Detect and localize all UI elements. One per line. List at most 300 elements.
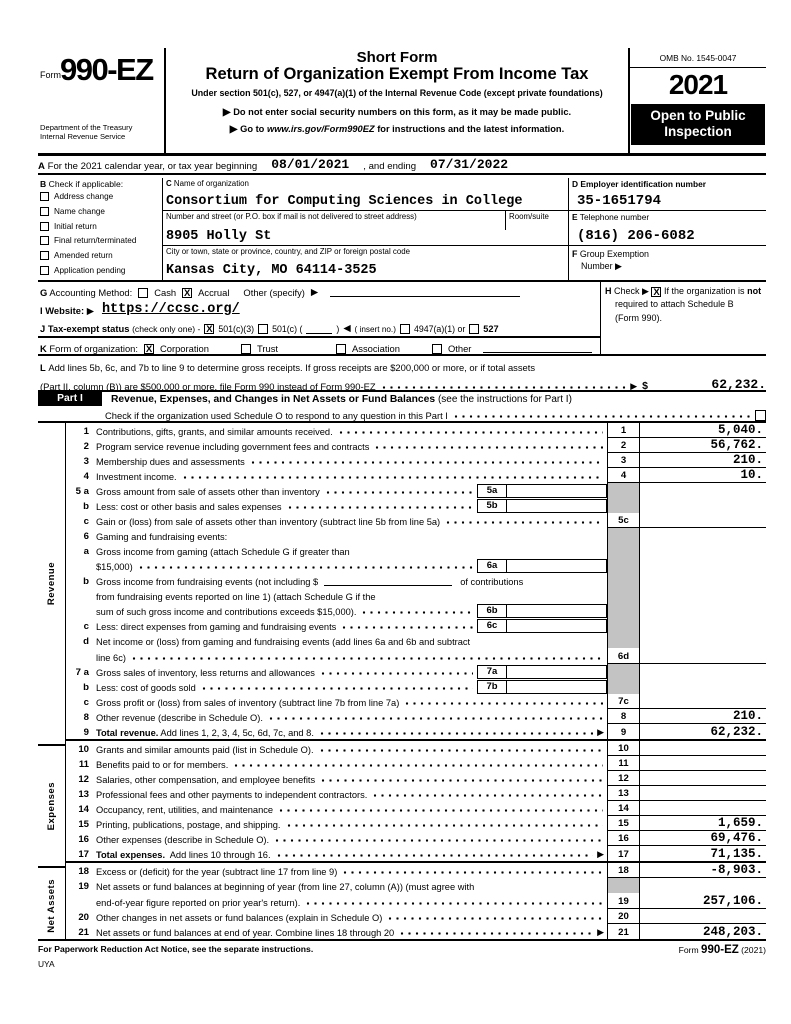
department-lines <box>40 124 132 141</box>
footer-year: (2021) <box>741 945 766 955</box>
h-check-word: Check <box>614 285 640 296</box>
line-text: Contributions, gifts, grants, and similar amounts received. <box>96 426 333 437</box>
ein-field[interactable]: 35-1651794 <box>577 192 662 209</box>
line-text: Printing, publications, postage, and shipping. <box>96 820 281 831</box>
line-5c-value[interactable] <box>640 513 766 528</box>
line-5b-input[interactable] <box>507 499 607 513</box>
other-org-input[interactable] <box>483 342 592 353</box>
dot-leader <box>382 385 627 390</box>
city-label: City or town, state or province, country, and ZIP or foreign postal code <box>166 246 411 256</box>
dot-leader <box>321 778 603 783</box>
shaded-cell <box>607 498 640 513</box>
right-arrow-icon: ▶ <box>642 285 649 296</box>
section-letter-e: E <box>572 211 578 222</box>
dot-leader <box>320 731 593 736</box>
section-letter-b: B <box>40 178 47 189</box>
dot-leader <box>321 671 473 676</box>
line-text: end-of-year figure reported on prior year's return). <box>96 897 301 908</box>
tax-exempt-status-row <box>38 319 600 338</box>
contributions-amount-input[interactable] <box>324 575 452 586</box>
form-line-7b <box>66 679 766 694</box>
section-letter-k: K <box>40 342 47 354</box>
footer-form-number: 990-EZ <box>701 944 739 956</box>
line-text: Less: cost of goods sold <box>96 682 196 693</box>
empty-cell <box>640 679 766 694</box>
form-line-6a <box>66 558 766 573</box>
form-line-6d-text <box>66 633 766 648</box>
line-number: 16 <box>78 834 89 846</box>
line-number: c <box>83 515 89 527</box>
other-specify-label: Other (specify) <box>243 286 305 298</box>
line-9-value[interactable]: 62,232. <box>710 724 763 739</box>
line-number: 15 <box>78 819 89 831</box>
line-text: Investment income. <box>96 471 177 482</box>
part1-title-text: Revenue, Expenses, and Changes in Net Assets or Fund Balances <box>111 393 436 405</box>
line-ref: 1 <box>607 423 640 438</box>
line-3-value[interactable]: 210. <box>640 453 766 468</box>
line-19-value[interactable]: 257,106. <box>640 893 766 908</box>
accounting-method-row <box>38 282 600 300</box>
dot-leader <box>306 901 603 906</box>
schedule-o-checkbox[interactable] <box>755 410 766 421</box>
part1-tag: Part I <box>38 392 102 406</box>
section-letter-i: I <box>40 304 43 316</box>
side-labels <box>38 423 65 939</box>
line-text: Add lines 1, 2, 3, 4, 5c, 6d, 7c, and 8. <box>160 727 314 738</box>
shaded-cell <box>607 878 640 893</box>
option-amended-return[interactable] <box>40 248 162 263</box>
form-line-4 <box>66 468 766 483</box>
application-pending-label: Application pending <box>54 265 126 275</box>
line-6d-value[interactable] <box>640 648 766 663</box>
line-text: Excess or (deficit) for the year (subtract line 17 from line 9) <box>96 867 338 878</box>
line-ref: 3 <box>607 453 640 468</box>
street-field[interactable]: 8905 Holly St <box>166 228 272 244</box>
line-text: Salaries, other compensation, and employee benefits <box>96 775 316 785</box>
form-line-21 <box>66 924 766 939</box>
section-letter-f: F <box>572 248 578 259</box>
line-text: Occupancy, rent, utilities, and maintenance <box>96 805 274 816</box>
dot-leader <box>343 870 603 875</box>
bullet-2-go: Go to <box>240 124 265 134</box>
option-final-return[interactable] <box>40 234 162 249</box>
phone-field[interactable]: (816) 206-6082 <box>577 227 695 244</box>
line-text: Other revenue (describe in Schedule O). <box>96 712 263 723</box>
form-of-organization-row <box>38 338 600 356</box>
city-field[interactable]: Kansas City, MO 64114-3525 <box>166 262 377 278</box>
dot-leader <box>202 686 473 691</box>
line-text: Less: cost or other basis and sales expenses <box>96 501 282 512</box>
empty-cell <box>640 878 766 893</box>
line-6a-input[interactable] <box>507 559 607 573</box>
right-arrow-icon: ▶ <box>597 926 604 937</box>
line-text: line 6c) <box>96 652 126 663</box>
dot-leader <box>132 656 603 661</box>
insert-no-note: ( insert no.) <box>354 324 396 334</box>
option-application-pending[interactable] <box>40 263 162 278</box>
line-text: Professional fees and other payments to independent contractors. <box>96 790 368 801</box>
header-bullet-1 <box>166 107 628 118</box>
name-change-checkbox[interactable] <box>40 207 49 216</box>
other-org-checkbox[interactable] <box>432 344 442 354</box>
line-text: Gross income from gaming (attach Schedule G if greater than <box>96 547 350 558</box>
line-6c-input[interactable] <box>507 619 607 633</box>
check-if-applicable-box <box>38 178 163 280</box>
dept-line-2: Internal Revenue Service <box>40 131 126 141</box>
form-line-18 <box>66 863 766 878</box>
form-line-10 <box>66 741 766 756</box>
line-ref: 2 <box>607 438 640 453</box>
corporation-checkbox[interactable]: X <box>145 343 153 355</box>
dollar-sign: $ <box>642 379 648 392</box>
line-text: Membership dues and assessments <box>96 456 245 467</box>
dot-leader <box>362 610 473 615</box>
line-number: 4 <box>83 470 89 482</box>
shaded-cell <box>607 679 640 694</box>
form-title-block <box>166 48 628 153</box>
line-7b-input[interactable] <box>507 680 607 694</box>
line-20-value[interactable] <box>640 909 766 924</box>
empty-cell <box>640 573 766 588</box>
website-row <box>38 300 600 319</box>
open-public-line2: Inspection <box>664 124 732 139</box>
line-ref: 12 <box>607 771 640 786</box>
title-subtitle: Under section 501(c), 527, or 4947(a)(1) of the Internal Revenue Code (except private foundations) <box>191 88 603 98</box>
line-2-value[interactable]: 56,762. <box>640 438 766 453</box>
line-15-value[interactable]: 1,659. <box>640 816 766 831</box>
line-text-bold: Total revenue. <box>96 727 159 738</box>
form-line-6a-text <box>66 543 766 558</box>
line-ref: 7b <box>477 680 507 694</box>
line-text: Add lines 10 through 16. <box>169 850 271 861</box>
4947a1-checkbox[interactable] <box>400 324 410 334</box>
gross-receipts-line <box>38 356 766 392</box>
form-line-15 <box>66 816 766 831</box>
final-return-checkbox[interactable] <box>40 236 49 245</box>
empty-cell <box>640 664 766 679</box>
ein-label: Employer identification number <box>580 178 707 189</box>
h-text-1: If the organization is <box>664 285 745 296</box>
ein-phone-box <box>568 178 766 280</box>
line-number: 13 <box>78 789 89 801</box>
option-name-change[interactable] <box>40 204 162 219</box>
dot-leader <box>388 916 603 921</box>
association-checkbox[interactable] <box>336 344 346 354</box>
tax-year-line <box>38 158 766 175</box>
shaded-cell <box>607 528 640 543</box>
line-text: Gross sales of inventory, less returns and allowances <box>96 667 315 678</box>
shaded-cell <box>607 664 640 679</box>
right-arrow-icon: ▶ <box>222 107 231 118</box>
cash-label: Cash <box>154 286 177 298</box>
line-text: Grants and similar amounts paid (list in Schedule O). <box>96 744 314 755</box>
line-17-value[interactable]: 71,135. <box>710 847 763 862</box>
dot-leader <box>234 763 603 768</box>
irs-url-link[interactable]: www.irs.gov/Form990EZ <box>266 124 375 134</box>
empty-cell <box>640 588 766 603</box>
tax-exempt-label: Tax-exempt status <box>47 322 130 334</box>
line-21-value[interactable]: 248,203. <box>702 924 763 939</box>
line-ref: 17 <box>607 846 640 861</box>
line-text-bold: Total expenses. <box>96 850 166 861</box>
schedule-o-text: Check if the organization used Schedule O to respond to any question in this Part I <box>105 409 448 421</box>
corporation-label: Corporation <box>159 342 209 354</box>
schedule-b-box <box>600 282 766 354</box>
line-14-value[interactable] <box>640 801 766 816</box>
line-ref: 5a <box>477 484 507 498</box>
527-checkbox[interactable] <box>469 324 479 334</box>
dot-leader <box>375 445 603 450</box>
part1-title <box>111 394 572 405</box>
tax-year-end-field[interactable]: 07/31/2022 <box>430 157 509 172</box>
line-number: b <box>83 500 89 512</box>
line-number: 20 <box>78 911 89 923</box>
application-pending-checkbox[interactable] <box>40 266 49 275</box>
section-letter-g: G <box>40 286 48 298</box>
right-arrow-icon: ▶ <box>310 285 319 297</box>
dot-leader <box>339 430 603 435</box>
form-line-9 <box>66 724 766 741</box>
line-text: Benefits paid to or for members. <box>96 759 229 770</box>
form-line-13 <box>66 786 766 801</box>
phone-label: Telephone number <box>579 211 650 222</box>
website-label: Website: <box>45 304 85 316</box>
line-ref: 9 <box>607 724 640 739</box>
dot-leader <box>454 414 751 419</box>
open-public-line1: Open to Public <box>650 108 746 123</box>
line-ref: 6c <box>477 619 507 633</box>
line-number: 5 a <box>75 485 89 497</box>
amended-return-label: Amended return <box>54 251 113 261</box>
line-text: Net assets or fund balances at end of year. Combine lines 18 through 20 <box>96 927 395 938</box>
line-text: Gaming and fundraising events: <box>96 532 228 542</box>
empty-cell <box>640 603 766 618</box>
form-line-6c <box>66 618 766 633</box>
form-footer-number <box>679 944 766 956</box>
line-8-value[interactable]: 210. <box>640 709 766 724</box>
527-label: 527 <box>483 323 499 334</box>
form-line-19 <box>66 893 766 908</box>
org-name-field[interactable]: Consortium for Computing Sciences in College <box>166 193 523 209</box>
section-letter-l: L <box>40 361 46 373</box>
line-l-text-1: Add lines 5b, 6c, and 7b to line 9 to determine gross receipts. If gross receipts are $200,000 or more, or if total assets <box>48 361 536 373</box>
section-letter-c: C <box>166 178 172 188</box>
line-text: $15,000) <box>96 562 133 573</box>
line-ref: 13 <box>607 786 640 801</box>
cash-checkbox[interactable] <box>138 288 148 298</box>
line-ref: 7a <box>477 665 507 679</box>
line-18-value[interactable]: -8,903. <box>640 863 766 878</box>
shaded-cell <box>607 558 640 573</box>
line-ref: 4 <box>607 468 640 483</box>
dot-leader <box>400 931 593 936</box>
line-7c-value[interactable] <box>640 694 766 709</box>
other-specify-input[interactable] <box>330 286 520 297</box>
line-number: 18 <box>78 866 89 878</box>
line-number: c <box>83 696 89 708</box>
line-1-value[interactable]: 5,040. <box>640 423 766 438</box>
form-line-11 <box>66 756 766 771</box>
shaded-cell <box>607 618 640 633</box>
shaded-cell <box>607 483 640 498</box>
section-letter-a: A <box>38 161 45 172</box>
dot-leader <box>342 625 473 630</box>
dot-leader <box>288 505 473 510</box>
bullet-2-rest: for instructions and the latest information. <box>377 124 565 134</box>
line-ref: 6a <box>477 559 507 573</box>
org-name-label: Name of organization <box>173 178 249 188</box>
initial-return-checkbox[interactable] <box>40 222 49 231</box>
section-letter-h: H <box>605 285 612 296</box>
form-word: Form <box>40 70 61 80</box>
h-text-2: required to attach Schedule B <box>615 299 734 309</box>
line-a-mid-text: , and ending <box>363 161 417 172</box>
identity-block <box>38 178 766 282</box>
header-bullet-2 <box>166 124 628 135</box>
tax-year-begin-field[interactable]: 08/01/2021 <box>271 157 350 172</box>
line-text: sum of such gross income and contributions exceeds $15,000). <box>96 607 357 618</box>
empty-cell <box>640 528 766 543</box>
schedule-b-checkbox[interactable]: X <box>653 286 660 298</box>
form-of-org-label: Form of organization: <box>49 342 138 354</box>
dot-leader <box>326 490 473 495</box>
line-a-text: For the 2021 calendar year, or tax year beginning <box>47 161 258 172</box>
line-text: Other changes in net assets or fund balances (explain in Schedule O) <box>96 912 383 923</box>
form-line-2 <box>66 438 766 453</box>
other-org-label: Other <box>447 342 472 354</box>
line-text: from fundraising events reported on line 1) (attach Schedule G if the <box>96 592 376 603</box>
part1-header <box>38 392 766 407</box>
final-return-label: Final return/terminated <box>54 236 137 246</box>
form-line-6d <box>66 648 766 663</box>
shaded-cell <box>607 603 640 618</box>
option-initial-return[interactable] <box>40 219 162 234</box>
website-link[interactable]: https://ccsc.org/ <box>101 301 240 317</box>
method-status-block <box>38 282 766 356</box>
line-10-value[interactable] <box>640 741 766 756</box>
right-arrow-icon: ▶ <box>597 726 604 737</box>
line-ref: 5c <box>607 513 640 528</box>
line-text: Program service revenue including government fees and contracts <box>96 441 370 452</box>
form-line-7c <box>66 694 766 709</box>
right-arrow-icon: ▶ <box>229 124 238 135</box>
501c-checkbox[interactable] <box>258 324 268 334</box>
dot-leader <box>405 701 603 706</box>
line-7a-input[interactable] <box>507 665 607 679</box>
part1-title-note: (see the instructions for Part I) <box>437 393 572 405</box>
line-ref: 10 <box>607 741 640 756</box>
501c-close-paren: ) <box>336 323 340 334</box>
right-arrow-icon: ▶ <box>630 380 638 391</box>
accrual-label: Accrual <box>198 286 230 298</box>
line-11-value[interactable] <box>640 756 766 771</box>
form-line-8 <box>66 709 766 724</box>
gross-receipts-value[interactable]: 62,232. <box>711 376 766 392</box>
line-number: 1 <box>83 425 89 437</box>
page-footer <box>38 944 766 969</box>
form-number-block <box>38 48 166 153</box>
501c3-checkbox[interactable]: X <box>206 323 213 335</box>
line-number: 2 <box>83 440 89 452</box>
line-text: Gross profit or (loss) from sales of inventory (subtract line 7b from line 7a) <box>96 697 400 708</box>
form-line-6b <box>66 603 766 618</box>
omb-block <box>628 48 766 153</box>
line-12-value[interactable] <box>640 771 766 786</box>
accrual-checkbox[interactable]: X <box>183 287 191 299</box>
dot-leader <box>269 716 603 721</box>
accounting-method-label: Accounting Method: <box>49 286 133 298</box>
line-text: Net assets or fund balances at beginning of year (from line 27, column (A)) (must agree with <box>96 882 475 893</box>
line-ref: 5b <box>477 499 507 513</box>
line-ref: 8 <box>607 709 640 724</box>
initial-return-label: Initial return <box>54 221 97 231</box>
empty-cell <box>640 558 766 573</box>
address-change-checkbox[interactable] <box>40 192 49 201</box>
trust-label: Trust <box>256 342 278 354</box>
form-line-19-text <box>66 878 766 893</box>
omb-number: OMB No. 1545-0047 <box>630 48 766 68</box>
net-assets-side-label: Net Assets <box>38 866 65 942</box>
right-arrow-icon: ▶ <box>597 849 604 860</box>
page-title: Return of Organization Exempt From Income Tax <box>205 65 589 83</box>
organization-box <box>163 178 568 280</box>
form-line-5c <box>66 513 766 528</box>
line-number: 6 <box>83 531 89 542</box>
empty-cell <box>640 498 766 513</box>
right-arrow-icon: ▶ <box>86 304 94 316</box>
group-exemption-label: Group Exemption <box>579 248 649 259</box>
shaded-cell <box>607 588 640 603</box>
h-text-not: not <box>747 285 762 296</box>
revenue-side-label: Revenue <box>46 561 57 605</box>
line-number: 9 <box>83 726 89 738</box>
empty-cell <box>640 483 766 498</box>
line-5a-input[interactable] <box>507 484 607 498</box>
dot-leader <box>446 520 603 525</box>
section-letter-j: J <box>40 322 46 334</box>
amended-return-checkbox[interactable] <box>40 251 49 260</box>
dot-leader <box>251 460 603 465</box>
line-text: Less: direct expenses from gaming and fundraising events <box>96 622 337 633</box>
title-short: Short Form <box>356 49 438 66</box>
line-6b-input[interactable] <box>507 604 607 618</box>
group-exemption-number-label: Number <box>581 260 613 271</box>
bullet-1-text: Do not enter social security numbers on this form, as it may be made public. <box>233 107 572 117</box>
uya-label: UYA <box>38 959 55 969</box>
form-line-14 <box>66 801 766 816</box>
tax-year: 2021 <box>668 69 728 100</box>
line-4-value[interactable]: 10. <box>640 468 766 483</box>
line-number: b <box>83 576 89 588</box>
line-13-value[interactable] <box>640 786 766 801</box>
left-arrow-icon: ◀ <box>343 321 351 333</box>
trust-checkbox[interactable] <box>241 344 251 354</box>
dot-leader <box>279 808 603 813</box>
line-ref: 18 <box>607 863 640 878</box>
form-line-6b-text2 <box>66 588 766 603</box>
check-applicable-label: Check if applicable: <box>48 178 124 189</box>
form-number: 990-EZ <box>60 52 153 87</box>
501c-insert-input[interactable] <box>306 324 332 334</box>
dot-leader <box>275 838 603 843</box>
line-ref: 16 <box>607 831 640 846</box>
line-16-value[interactable]: 69,476. <box>640 831 766 846</box>
option-address-change[interactable] <box>40 190 162 205</box>
line-ref: 15 <box>607 816 640 831</box>
part1-table <box>38 421 766 941</box>
line-number: b <box>83 681 89 693</box>
dept-line-1: Department of the Treasury <box>40 123 133 132</box>
